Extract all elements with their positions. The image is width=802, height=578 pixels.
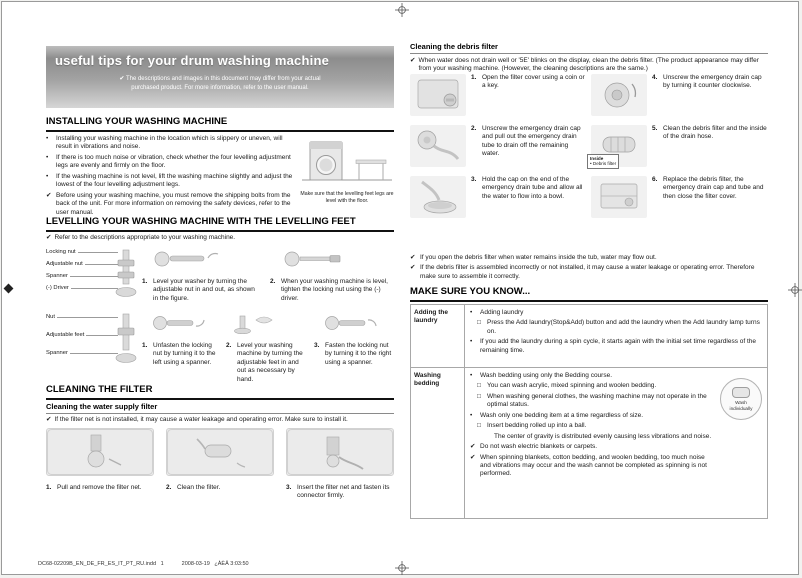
levelling-steps1 bbox=[142, 248, 394, 303]
inside-debris-label bbox=[587, 154, 619, 169]
debris-step-cell bbox=[591, 125, 768, 167]
filter-steps-row bbox=[46, 428, 394, 501]
adjustable-nut-illustration bbox=[142, 248, 260, 270]
content-line bbox=[477, 422, 715, 430]
step-number: 3. bbox=[286, 484, 292, 491]
debris-step-cell bbox=[410, 176, 587, 218]
bullet-text: Installing your washing machine in the location which is slippery or uneven, will result in vibrations and noise. bbox=[56, 135, 283, 151]
step-number: 2. bbox=[471, 125, 477, 132]
levelling-diagram1-labels bbox=[46, 249, 118, 297]
spanner-right-illustration bbox=[314, 312, 394, 334]
debris-fig2 bbox=[410, 125, 466, 167]
step-text: Fasten the locking nut by turning it to the right using a spanner. bbox=[325, 342, 392, 366]
levelling-diagram2-labels bbox=[46, 314, 118, 362]
registration-mark-bottom-icon bbox=[395, 561, 409, 575]
step-number: 1. bbox=[142, 278, 148, 285]
pull-filter-net-illustration bbox=[46, 428, 154, 476]
diagram-label bbox=[46, 261, 118, 267]
clean-filter-illustration bbox=[166, 428, 274, 476]
step-column bbox=[142, 312, 218, 384]
debris-steps-grid bbox=[410, 74, 768, 218]
row-content bbox=[465, 305, 767, 367]
content-line bbox=[477, 393, 715, 410]
drain-into-bowl-illustration bbox=[410, 176, 466, 218]
manual-page bbox=[1, 1, 799, 575]
installing-heading: INSTALLING YOUR WASHING MACHINE bbox=[46, 116, 394, 132]
bullet-marker: • bbox=[46, 153, 49, 161]
step-text: Unscrew the emergency drain cap by turning it counter clockwise. bbox=[663, 74, 762, 90]
wash-individually-badge bbox=[720, 378, 762, 420]
bullet-marker: • bbox=[46, 135, 49, 142]
line-marker: □ bbox=[477, 319, 481, 327]
installing-bullets bbox=[46, 135, 298, 219]
label-text: Adjustable nut bbox=[46, 261, 83, 267]
row-content bbox=[465, 368, 767, 518]
note-text: If the filter net is not installed, it may cause a water leakage and operating error. Make sure to install it. bbox=[54, 416, 348, 423]
content-line bbox=[470, 454, 715, 479]
diagram-label bbox=[46, 332, 118, 338]
step-number: 5. bbox=[652, 125, 658, 132]
step-text: Hold the cap on the end of the emergency drain tube and allow all the water to flow into a bowl. bbox=[482, 176, 583, 200]
label-text: Nut bbox=[46, 314, 56, 320]
step bbox=[46, 484, 154, 492]
diamond-mark-icon bbox=[4, 284, 14, 294]
know-table bbox=[410, 304, 768, 519]
page-title: useful tips for your drum washing machine bbox=[55, 53, 330, 68]
content-line bbox=[470, 338, 762, 355]
check-marker: ✔ bbox=[46, 191, 52, 199]
debris-fig6 bbox=[591, 176, 647, 218]
check-marker: ✔ bbox=[46, 416, 52, 423]
bullet-marker: • bbox=[46, 172, 49, 180]
step-column bbox=[314, 312, 394, 384]
adjust-by-hand-illustration bbox=[226, 312, 306, 334]
step-text: Unscrew the emergency drain cap and pull out the emergency drain tube to drain off the remaining water. bbox=[482, 125, 581, 158]
debris-step-cell bbox=[410, 125, 587, 167]
step-column bbox=[286, 428, 394, 501]
registration-mark-top-icon bbox=[395, 3, 409, 17]
list-item bbox=[46, 192, 298, 217]
line-marker: ✔ bbox=[470, 453, 476, 461]
step-text: Clean the debris filter and the inside of the drain hose. bbox=[663, 125, 767, 141]
note-text: When water does not drain well or '5E' blinks on the display, clean the debris filter. (The product appearance may differ from your washing machine. (However, the cleaning descriptions are the same.) bbox=[418, 57, 759, 73]
check-marker: ✔ bbox=[410, 57, 416, 64]
note-text: Refer to the descriptions appropriate to your washing machine. bbox=[54, 234, 236, 241]
row-label: Washing bedding bbox=[411, 368, 465, 518]
diagram-label bbox=[46, 350, 118, 356]
note-text: If the debris filter is assembled incorrectly or not installed, it may cause a water leakage or operating error. Therefore make sure to assemble it correctly. bbox=[420, 264, 755, 280]
check-marker: ✔ bbox=[410, 254, 416, 261]
step-text: Level your washing machine by turning the adjustable feet in and out as necessary by hand. bbox=[237, 342, 303, 383]
check-marker: ✔ bbox=[410, 264, 416, 272]
levelling-heading: LEVELLING YOUR WASHING MACHINE WITH THE LEVELLING FEET bbox=[46, 216, 394, 232]
step-number: 2. bbox=[166, 484, 172, 491]
line-text: The center of gravity is distributed evenly causing less vibrations and noise. bbox=[494, 432, 712, 440]
replace-filter-cover-illustration bbox=[591, 176, 647, 218]
step-text: Level your washer by turning the adjustable nut in and out, as shown in the figure. bbox=[153, 278, 255, 302]
step bbox=[270, 278, 388, 303]
step bbox=[652, 176, 768, 201]
line-marker: □ bbox=[477, 422, 481, 430]
step-column bbox=[270, 248, 388, 303]
debris-fig4 bbox=[591, 74, 647, 116]
step-text: Pull and remove the filter net. bbox=[57, 484, 142, 491]
step-column bbox=[226, 312, 306, 384]
line-text: You can wash acrylic, mixed spinning and woolen bedding. bbox=[487, 382, 657, 390]
step bbox=[314, 342, 394, 367]
step bbox=[471, 176, 587, 201]
inside-label-title: Inside bbox=[590, 155, 604, 161]
line-text: Wash bedding using only the Bedding course. bbox=[480, 372, 613, 379]
debris-fig1 bbox=[410, 74, 466, 116]
installing-figure bbox=[300, 136, 394, 205]
step-text: Replace the debris filter, the emergency drain cap and tube and then close the filter cover. bbox=[663, 176, 764, 200]
levelling-steps2 bbox=[142, 312, 394, 384]
badge-text: Wash individually bbox=[729, 400, 753, 411]
content-line bbox=[477, 319, 762, 336]
content-line bbox=[470, 443, 715, 451]
diagram-label bbox=[46, 249, 118, 255]
content-line bbox=[477, 382, 715, 390]
table-row bbox=[411, 305, 767, 368]
banner-note-line1: ✔ The descriptions and images in this document may differ from your actual bbox=[119, 76, 321, 82]
content-line bbox=[484, 433, 715, 441]
line-marker: • bbox=[470, 338, 473, 346]
bullet-text: Before using your washing machine, you must remove the shipping bolts from the back of the unit. For more information on removing the safety devices, refer to the user manual. bbox=[56, 191, 291, 216]
locking-nut-driver-illustration bbox=[270, 248, 388, 270]
step-number: 2. bbox=[226, 342, 232, 349]
note-text: If you open the debris filter when water remains inside the tub, water may flow out. bbox=[420, 254, 657, 261]
step bbox=[226, 342, 306, 384]
make-sure-heading: MAKE SURE YOU KNOW... bbox=[410, 286, 768, 302]
footer-datetime: 2008-03-19 ¿ÀÈÄ 3:03:50 bbox=[181, 561, 249, 567]
label-text: Locking nut bbox=[46, 249, 76, 255]
banner-note-line2: purchased product. For more information, refer to the user manual. bbox=[131, 85, 309, 92]
line-marker: • bbox=[470, 309, 473, 316]
step-number: 1. bbox=[142, 342, 148, 349]
step bbox=[471, 74, 587, 91]
list-item bbox=[46, 135, 298, 152]
diagram-label bbox=[46, 273, 118, 279]
registration-mark-right-icon bbox=[788, 283, 802, 297]
row-label: Adding the laundry bbox=[411, 305, 465, 367]
bullet-text: If there is too much noise or vibration, check whether the four levelling adjustment legs are evenly and firmly on the floor. bbox=[56, 153, 291, 170]
note-line bbox=[410, 254, 768, 262]
inside-label-item: • Debris filter bbox=[590, 161, 617, 167]
bullet-text: If the washing machine is not level, lift the washing machine slightly and adjust the lowest of the four levelling adjustment legs. bbox=[56, 172, 293, 189]
debris-notes bbox=[410, 254, 768, 283]
debris-step-cell bbox=[591, 176, 768, 218]
check-marker: ✔ bbox=[46, 234, 52, 241]
line-marker bbox=[484, 433, 491, 441]
step-column bbox=[142, 248, 260, 303]
debris-note bbox=[410, 57, 768, 74]
step-column bbox=[166, 428, 274, 501]
print-footer bbox=[38, 561, 249, 567]
step bbox=[142, 278, 260, 303]
line-marker: □ bbox=[477, 392, 481, 400]
list-item bbox=[46, 154, 298, 171]
title-banner bbox=[46, 46, 394, 108]
table-row bbox=[411, 368, 767, 518]
cleaning-filter-heading: CLEANING THE FILTER bbox=[46, 384, 394, 400]
step-column bbox=[46, 428, 154, 501]
line-marker: • bbox=[470, 372, 473, 379]
step-text: Open the filter cover using a coin or a key. bbox=[482, 74, 585, 90]
banner-note bbox=[46, 75, 394, 94]
water-supply-filter-subheading: Cleaning the water supply filter bbox=[46, 402, 394, 414]
line-text: Press the Add laundry(Stop&Add) button and add the laundry when the Add laundry lamp turns on. bbox=[487, 319, 760, 335]
step-number: 6. bbox=[652, 176, 658, 183]
unscrew-drain-cap-illustration bbox=[591, 74, 647, 116]
pull-drain-tube-illustration bbox=[410, 125, 466, 167]
spanner-left-illustration bbox=[142, 312, 218, 334]
step bbox=[286, 484, 394, 501]
line-text: When spinning blankets, cotton bedding, and woolen bedding, too much noise and vibrations may occur and the wash cannot be completed as spinning is not performed. bbox=[480, 453, 707, 478]
debris-step-cell bbox=[591, 74, 768, 116]
diagram-label bbox=[46, 314, 118, 320]
step-number: 1. bbox=[46, 484, 52, 491]
footer-filename: DC68-02209B_EN_DE_FR_ES_IT_PT_RU.indd 1 bbox=[38, 561, 164, 567]
step-number: 3. bbox=[314, 342, 320, 349]
debris-fig5 bbox=[591, 125, 647, 167]
label-text: (-) Driver bbox=[46, 285, 69, 291]
debris-step-cell bbox=[410, 74, 587, 116]
step-text: Clean the filter. bbox=[177, 484, 221, 491]
step bbox=[652, 74, 768, 91]
step bbox=[471, 125, 587, 159]
label-text: Adjustable feet bbox=[46, 332, 85, 338]
line-text: Do not wash electric blankets or carpets. bbox=[480, 443, 598, 451]
content-line bbox=[470, 412, 715, 420]
open-filter-cover-illustration bbox=[410, 74, 466, 116]
debris-fig3 bbox=[410, 176, 466, 218]
label-text: Spanner bbox=[46, 273, 68, 279]
line-marker: ✔ bbox=[470, 443, 476, 451]
step-number: 3. bbox=[471, 176, 477, 183]
insert-filter-net-illustration bbox=[286, 428, 394, 476]
list-item bbox=[46, 173, 298, 190]
step bbox=[142, 342, 218, 367]
filter-note bbox=[46, 416, 394, 424]
levelling-foot2-illustration bbox=[114, 312, 138, 370]
line-text: Wash only one bedding item at a time regardless of size. bbox=[480, 411, 644, 419]
line-text: When washing general clothes, the washing machine may not operate in the optimal status. bbox=[487, 392, 707, 409]
line-text: Adding laundry bbox=[480, 309, 524, 316]
diagram-label bbox=[46, 285, 118, 291]
step bbox=[166, 484, 274, 492]
debris-filter-subheading: Cleaning the debris filter bbox=[410, 42, 768, 54]
step-text: When your washing machine is level, tighten the locking nut using the (-) driver. bbox=[281, 278, 388, 302]
step-number: 1. bbox=[471, 74, 477, 81]
content-line bbox=[470, 309, 762, 317]
figure-caption: Make sure that the levelling feet legs are level with the floor. bbox=[300, 191, 394, 204]
label-text: Spanner bbox=[46, 350, 68, 356]
line-marker: • bbox=[470, 411, 473, 419]
step-number: 2. bbox=[270, 278, 276, 285]
line-text: Insert bedding rolled up into a ball. bbox=[487, 422, 587, 430]
step-text: Unfasten the locking nut by turning it to the left using a spanner. bbox=[153, 342, 216, 366]
levelling-foot-illustration bbox=[114, 248, 138, 304]
step-text: Insert the filter net and fasten its connector firmly. bbox=[297, 484, 390, 500]
content-line bbox=[470, 372, 715, 380]
line-marker: □ bbox=[477, 382, 481, 390]
step-number: 4. bbox=[652, 74, 658, 81]
levelling-note bbox=[46, 234, 394, 242]
washer-on-floor-illustration bbox=[300, 136, 394, 186]
note-line bbox=[410, 264, 768, 281]
step bbox=[652, 125, 768, 142]
line-text: If you add the laundry during a spin cycle, it starts again with the initial set time regardless of the remaining time. bbox=[480, 338, 757, 354]
blanket-icon bbox=[732, 387, 750, 398]
